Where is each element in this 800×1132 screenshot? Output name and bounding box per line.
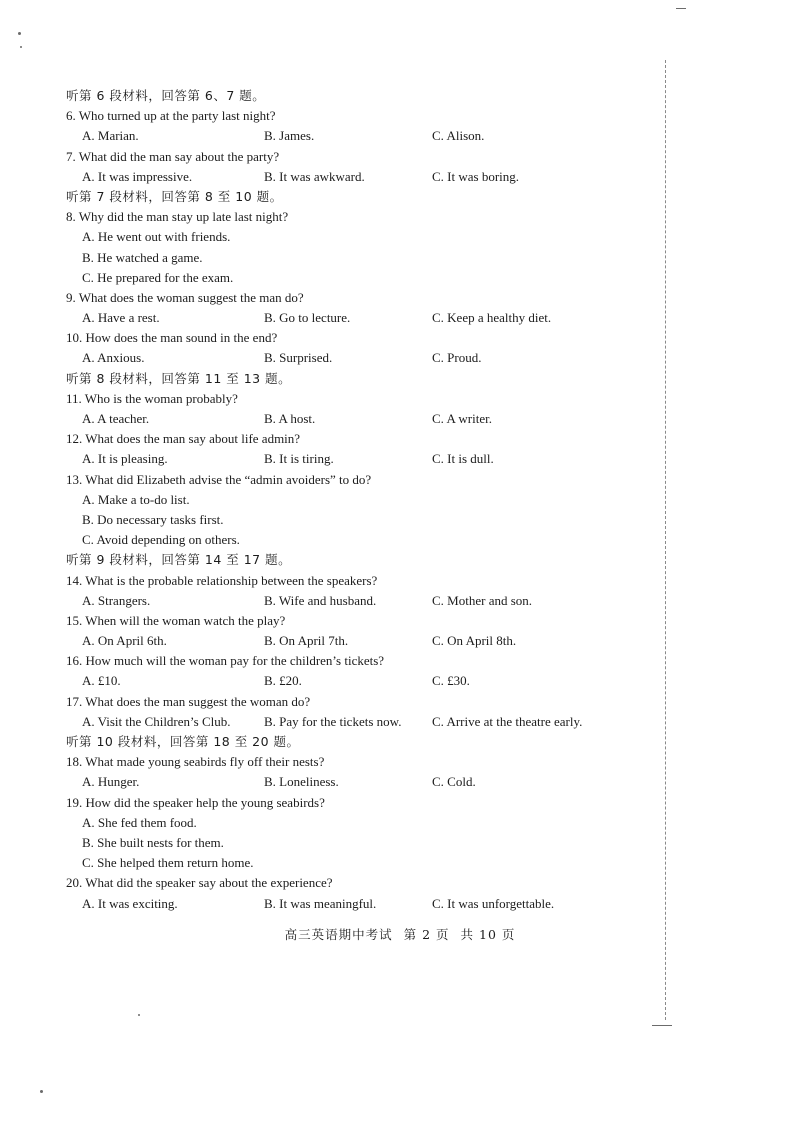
- question-10: 10. How does the man sound in the end?: [66, 330, 278, 346]
- question-8: 8. Why did the man stay up late last night?: [66, 209, 289, 225]
- options-6: [66, 126, 626, 146]
- option-16c: C. £30.: [432, 673, 470, 689]
- options-9: [66, 308, 626, 328]
- options-18: [66, 772, 626, 792]
- option-17b: B. Pay for the tickets now.: [264, 713, 402, 729]
- option-8b: B. He watched a game.: [82, 249, 203, 265]
- option-19b: B. She built nests for them.: [82, 834, 224, 850]
- option-18b: B. Loneliness.: [264, 774, 339, 790]
- option-15a: A. On April 6th.: [82, 633, 167, 649]
- option-9a: A. Have a rest.: [82, 310, 160, 326]
- option-15b: B. On April 7th.: [264, 633, 349, 649]
- option-9c: C. Keep a healthy diet.: [432, 310, 552, 326]
- section-heading-10: 听第 10 段材料，回答第 18 至 20 题。: [66, 734, 300, 749]
- option-7a: A. It was impressive.: [82, 168, 193, 184]
- option-14b: B. Wife and husband.: [264, 592, 377, 608]
- option-6c: C. Alison.: [432, 128, 485, 144]
- option-20c: C. It was unforgettable.: [432, 895, 555, 911]
- section-heading-9: 听第 9 段材料，回答第 14 至 17 题。: [66, 552, 292, 568]
- option-7c: C. It was boring.: [432, 168, 520, 184]
- option-11b: B. A host.: [264, 411, 316, 426]
- footer-exam-title: 高三英语期中考试: [284, 927, 393, 942]
- option-11a: A. A teacher.: [82, 411, 150, 426]
- options-15: [66, 631, 626, 651]
- question-19: 19. How did the speaker help the young seabirds?: [66, 794, 325, 810]
- question-11: 11. Who is the woman probably?: [66, 390, 238, 406]
- option-13b: B. Do necessary tasks first.: [82, 511, 224, 527]
- option-10c: C. Proud.: [432, 350, 482, 366]
- option-20b: B. It was meaningful.: [264, 895, 377, 911]
- option-16b: B. £20.: [264, 673, 302, 689]
- option-19a: A. She fed them food.: [82, 814, 197, 830]
- option-8a: A. He went out with friends.: [82, 229, 231, 245]
- option-11c: C. A writer.: [432, 411, 492, 426]
- question-17: 17. What does the man suggest the woman do?: [66, 693, 311, 709]
- options-16: [66, 671, 626, 691]
- scan-speck: [18, 32, 21, 35]
- scan-speck: [138, 1014, 140, 1016]
- options-7: [66, 167, 626, 187]
- option-15c: C. On April 8th.: [432, 633, 517, 649]
- options-20: [66, 894, 626, 914]
- option-18c: C. Cold.: [432, 774, 476, 790]
- scan-speck: [676, 8, 686, 9]
- question-14: 14. What is the probable relationship between the speakers?: [66, 572, 378, 588]
- option-18a: A. Hunger.: [82, 774, 140, 790]
- option-13a: A. Make a to-do list.: [82, 491, 190, 507]
- section-heading-7: 听第 7 段材料，回答第 8 至 10 题。: [66, 188, 283, 204]
- section-heading-8: 听第 8 段材料，回答第 11 至 13 题。: [66, 370, 292, 386]
- option-14a: A. Strangers.: [82, 592, 151, 608]
- scan-speck: [20, 46, 22, 48]
- page-footer: [0, 925, 800, 943]
- question-6: 6. Who turned up at the party last night?: [66, 108, 276, 124]
- option-9b: B. Go to lecture.: [264, 310, 351, 326]
- options-17: [66, 712, 626, 732]
- option-6a: A. Marian.: [82, 128, 139, 144]
- section-heading-6: 听第 6 段材料，回答第 6、7 题。: [66, 88, 266, 103]
- footer-page-total: 共 10 页: [460, 927, 516, 942]
- question-7: 7. What did the man say about the party?: [66, 148, 280, 164]
- option-10a: A. Anxious.: [82, 350, 145, 366]
- binding-margin-line: [665, 60, 667, 1020]
- option-17c: C. Arrive at the theatre early.: [432, 713, 583, 729]
- option-13c: C. Avoid depending on others.: [82, 532, 240, 548]
- option-19c: C. She helped them return home.: [82, 855, 254, 871]
- option-12b: B. It is tiring.: [264, 451, 334, 467]
- scan-speck: [40, 1090, 43, 1093]
- question-15: 15. When will the woman watch the play?: [66, 612, 286, 628]
- option-6b: B. James.: [264, 128, 315, 144]
- options-11: [66, 409, 626, 429]
- option-7b: B. It was awkward.: [264, 168, 365, 184]
- footer-page-number: 第 2 页: [403, 927, 450, 942]
- question-13: 13. What did Elizabeth advise the “admin avoiders” to do?: [66, 471, 372, 487]
- question-16: 16. How much will the woman pay for the children’s tickets?: [66, 653, 385, 669]
- option-17a: A. Visit the Children’s Club.: [82, 713, 231, 729]
- option-12c: C. It is dull.: [432, 451, 494, 467]
- option-8c: C. He prepared for the exam.: [82, 269, 234, 285]
- options-14: [66, 591, 626, 611]
- option-20a: A. It was exciting.: [82, 895, 178, 911]
- listening-section: [66, 86, 626, 914]
- scan-speck: [652, 1025, 672, 1026]
- option-12a: A. It is pleasing.: [82, 451, 168, 467]
- question-12: 12. What does the man say about life admin?: [66, 431, 301, 447]
- option-10b: B. Surprised.: [264, 350, 333, 366]
- options-12: [66, 449, 626, 469]
- question-9: 9. What does the woman suggest the man do?: [66, 289, 304, 305]
- options-10: [66, 348, 626, 368]
- question-20: 20. What did the speaker say about the experience?: [66, 875, 333, 891]
- option-14c: C. Mother and son.: [432, 592, 533, 608]
- option-16a: A. £10.: [82, 673, 121, 689]
- question-18: 18. What made young seabirds fly off their nests?: [66, 754, 325, 770]
